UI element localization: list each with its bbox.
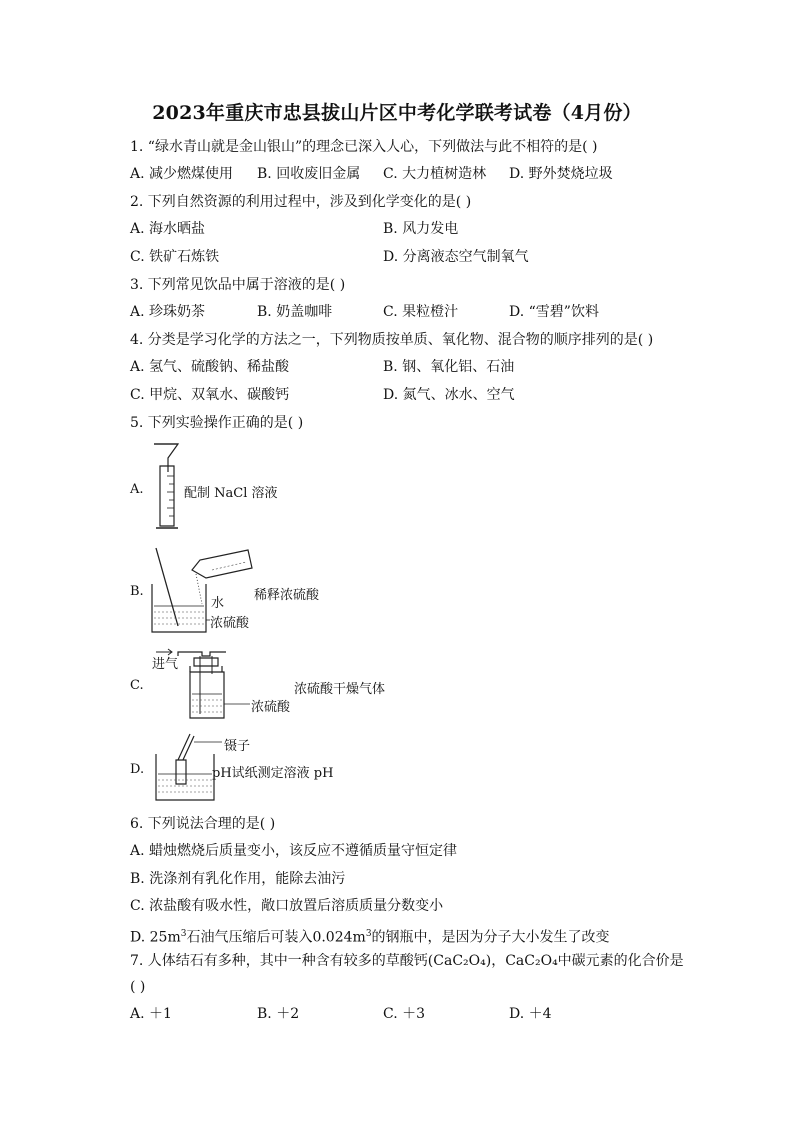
q1-option-c: C. 大力植树造林: [383, 166, 487, 182]
q6-option-a: A. 蜡烛燃烧后质量变小，该反应不遵循质量守恒定律: [130, 843, 458, 859]
q4-option-a: A. 氢气、硫酸钠、稀盐酸: [130, 359, 290, 375]
q2-option-d: D. 分离液态空气制氧气: [383, 249, 529, 265]
q5-c-acid-label: 浓硫酸: [251, 700, 291, 715]
question-3-stem: 3. 下列常见饮品中属于溶液的是( ): [130, 277, 346, 293]
q5-option-d-caption: pH试纸测定溶液 pH: [212, 766, 334, 781]
q5-option-d-letter: D.: [130, 762, 145, 777]
q4-option-c: C. 甲烷、双氧水、碳酸钙: [130, 387, 290, 403]
page-title: 2023年重庆市忠县拔山片区中考化学联考试卷（4月份）: [152, 102, 642, 124]
q3-option-d: D. “雪碧”饮料: [509, 304, 599, 320]
question-2-stem: 2. 下列自然资源的利用过程中，涉及到化学变化的是( ): [130, 194, 472, 210]
q7-option-b: B. ＋2: [257, 1006, 300, 1022]
q2-option-c: C. 铁矿石炼铁: [130, 249, 220, 265]
q5-option-a-letter: A.: [130, 482, 144, 497]
q3-option-b: B. 奶盖咖啡: [257, 304, 333, 320]
q5-d-tweezers-label: 镊子: [224, 739, 251, 754]
q6-option-c: C. 浓盐酸有吸水性，敞口放置后溶质质量分数变小: [130, 898, 444, 914]
q5-b-acid-label: 浓硫酸: [210, 616, 250, 631]
q5-option-c-letter: C.: [130, 678, 144, 693]
q1-option-a: A. 减少燃煤使用: [130, 166, 234, 182]
q3-option-a: A. 珍珠奶茶: [130, 304, 206, 320]
q5-b-water-label: 水: [211, 596, 225, 611]
q2-option-a: A. 海水晒盐: [130, 221, 206, 237]
q1-option-b: B. 回收废旧金属: [257, 166, 361, 182]
q3-option-c: C. 果粒橙汁: [383, 304, 459, 320]
q5-option-b-letter: B.: [130, 584, 144, 599]
question-1-stem: 1. “绿水青山就是金山银山”的理念已深入人心，下列做法与此不相符的是( ): [130, 139, 598, 155]
q7-option-d: D. ＋4: [509, 1006, 552, 1022]
q4-option-b: B. 钢、氧化铝、石油: [383, 359, 515, 375]
q7-option-c: C. ＋3: [383, 1006, 426, 1022]
gas-washing-bottle-figure: [150, 644, 250, 724]
question-4-stem: 4. 分类是学习化学的方法之一，下列物质按单质、氧化物、混合物的顺序排列的是( ): [130, 332, 654, 348]
question-5-stem: 5. 下列实验操作正确的是( ): [130, 415, 304, 431]
question-7-stem-cont: ( ): [130, 979, 146, 995]
question-7-stem: 7. 人体结石有多种，其中一种含有较多的草酸钙(CaC₂O₄)，CaC₂O₄中碳元素的化合价是: [130, 953, 684, 969]
q2-option-b: B. 风力发电: [383, 221, 459, 237]
q6-option-b: B. 洗涤剂有乳化作用，能除去油污: [130, 871, 346, 887]
q5-c-inlet-label: 进气: [152, 657, 179, 672]
question-6-stem: 6. 下列说法合理的是( ): [130, 816, 276, 832]
q6-option-d: D. $25m^3$石油气压缩后可装入$0.024m^3$的钢瓶中，是因为分子大小发生了改变: [130, 929, 610, 946]
q1-option-d: D. 野外焚烧垃圾: [509, 166, 613, 182]
q7-option-a: A. ＋1: [130, 1006, 172, 1022]
q5-option-c-caption: 浓硫酸干燥气体: [294, 682, 386, 697]
q5-option-b-caption: 稀释浓硫酸: [254, 588, 320, 603]
q4-option-d: D. 氮气、冰水、空气: [383, 387, 515, 403]
q5-option-a-caption: 配制 NaCl 溶液: [184, 486, 278, 501]
